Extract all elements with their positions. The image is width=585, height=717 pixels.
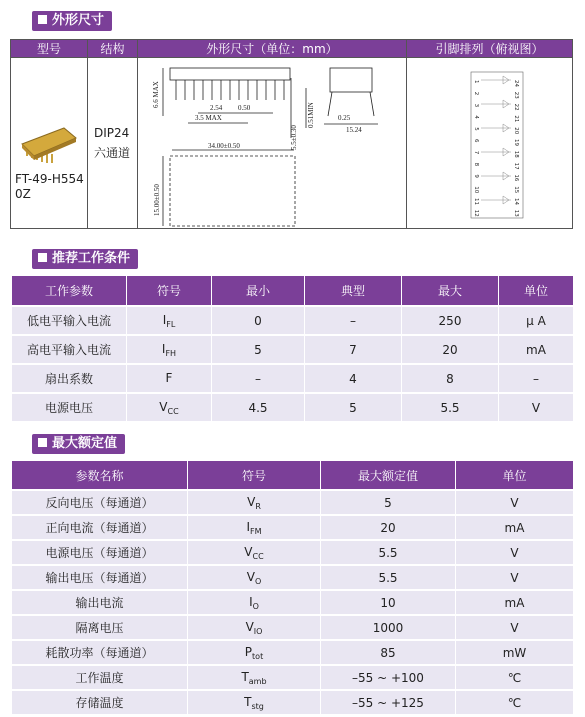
col-header: 典型 — [305, 276, 402, 306]
recommended-conditions-table — [11, 276, 573, 421]
col-header: 符号 — [188, 461, 321, 490]
dim-label-length: 34.00±0.50 — [208, 142, 240, 150]
value-cell: 5.5 — [321, 565, 456, 590]
table-row — [12, 393, 574, 421]
param-cell: 输出电压（每通道） — [12, 565, 188, 590]
typ-cell: 7 — [305, 335, 402, 364]
param-cell: 电源电压（每通道） — [12, 540, 188, 565]
structure-channels: 六通道 — [94, 146, 131, 160]
pin-number-label: 23 — [513, 91, 519, 99]
col-header: 最大 — [402, 276, 499, 306]
dim-label-height: 6.6 MAX — [152, 81, 160, 108]
param-cell: 输出电流 — [12, 590, 188, 615]
dim-label-row-spacing: 15.24 — [346, 126, 362, 134]
param-cell: 反向电压（每通道） — [12, 490, 188, 515]
param-cell: 存储温度 — [12, 690, 188, 714]
symbol-cell: $V_O$ — [188, 565, 321, 590]
value-cell: –55 ~ +100 — [321, 665, 456, 690]
table-row — [12, 515, 574, 540]
col-header-model: 型号 — [11, 40, 88, 58]
max-cell: 8 — [402, 364, 499, 393]
value-cell: 20 — [321, 515, 456, 540]
col-header-structure: 结构 — [88, 40, 138, 58]
col-header-pinout: 引脚排列（俯视图） — [407, 40, 573, 58]
param-cell: 隔离电压 — [12, 615, 188, 640]
pin-number-label: 16 — [513, 174, 519, 182]
pin-number-label: 11 — [473, 198, 479, 205]
section-title: 推荐工作条件 — [52, 251, 131, 266]
value-cell: 5.5 — [321, 540, 456, 565]
typ-cell: 4 — [305, 364, 402, 393]
table-row — [12, 364, 574, 393]
dimension-drawing — [138, 58, 404, 228]
col-header: 参数名称 — [12, 461, 188, 490]
value-cell: 5 — [321, 490, 456, 515]
pin-number-label: 19 — [513, 139, 519, 146]
table-row — [12, 665, 574, 690]
unit-cell: V — [456, 540, 574, 565]
section-header-dimensions — [32, 11, 112, 31]
dim-label-width: 15.00±0.50 — [153, 184, 161, 216]
unit-cell: mA — [456, 590, 574, 615]
pin-number-label: 18 — [513, 150, 519, 158]
value-cell: 85 — [321, 640, 456, 665]
symbol-cell: $I_{FM}$ — [188, 515, 321, 540]
unit-cell: ℃ — [456, 690, 574, 714]
pin-number-label: 15 — [513, 186, 519, 194]
max-cell: 250 — [402, 306, 499, 335]
chip-photo — [20, 124, 78, 164]
min-cell: 5 — [212, 335, 305, 364]
pin-number-label: 9 — [473, 174, 479, 178]
section-title: 外形尺寸 — [52, 13, 105, 28]
dimension-table — [10, 39, 573, 229]
symbol-cell: $T_{stg}$ — [188, 690, 321, 714]
param-cell: 正向电流（每通道） — [12, 515, 188, 540]
pin-number-label: 5 — [473, 127, 479, 131]
col-header: 单位 — [499, 276, 574, 306]
pin-number-label: 2 — [473, 91, 479, 96]
pin-number-label: 10 — [473, 186, 479, 194]
symbol-cell: $I_{FH}$ — [127, 335, 212, 364]
unit-cell: – — [499, 364, 574, 393]
unit-cell: mA — [499, 335, 574, 364]
value-cell: 1000 — [321, 615, 456, 640]
param-cell: 电源电压 — [12, 393, 127, 421]
structure-package: DIP24 — [94, 126, 130, 140]
col-header: 工作参数 — [12, 276, 127, 306]
pin-number-label: 3 — [473, 103, 479, 108]
pin-number-label: 20 — [513, 127, 519, 135]
table-row — [12, 640, 574, 665]
pin-number-label: 6 — [473, 139, 479, 143]
table-row — [12, 335, 574, 364]
table-row — [12, 615, 574, 640]
dim-label-lead: 5.5±0.30 — [290, 125, 298, 150]
pinout-cell — [407, 58, 573, 229]
unit-cell: V — [456, 490, 574, 515]
param-cell: 高电平输入电流 — [12, 335, 127, 364]
symbol-cell: $I_O$ — [188, 590, 321, 615]
pinout-diagram — [407, 58, 575, 228]
dim-label-pitch: 2.54 — [210, 104, 223, 112]
unit-cell: mA — [456, 515, 574, 540]
max-cell: 5.5 — [402, 393, 499, 421]
unit-cell: V — [456, 565, 574, 590]
pin-number-label: 4 — [473, 115, 479, 119]
max-cell: 20 — [402, 335, 499, 364]
unit-cell: V — [456, 615, 574, 640]
symbol-cell: $P_{tot}$ — [188, 640, 321, 665]
dim-label-standoff: 0.51MIN — [307, 102, 315, 128]
min-cell: 0 — [212, 306, 305, 335]
symbol-cell: $V_{CC}$ — [188, 540, 321, 565]
section-title: 最大额定值 — [52, 436, 118, 451]
table-row — [12, 565, 574, 590]
dim-label-seat: 3.5 MAX — [195, 114, 222, 122]
pin-number-label: 14 — [513, 198, 519, 205]
param-cell: 低电平输入电流 — [12, 306, 127, 335]
square-icon — [38, 253, 47, 262]
col-header: 最小 — [212, 276, 305, 306]
max-ratings-table — [11, 461, 573, 714]
value-cell: 10 — [321, 590, 456, 615]
square-icon — [38, 15, 47, 24]
pin-number-label: 8 — [473, 162, 479, 167]
model-cell — [11, 58, 88, 229]
unit-cell: ℃ — [456, 665, 574, 690]
col-header: 符号 — [127, 276, 212, 306]
dim-label-pin-width: 0.50 — [238, 104, 251, 112]
unit-cell: V — [499, 393, 574, 421]
value-cell: –55 ~ +125 — [321, 690, 456, 714]
table-row — [12, 590, 574, 615]
symbol-cell: $T_{amb}$ — [188, 665, 321, 690]
typ-cell: – — [305, 306, 402, 335]
table-row — [12, 490, 574, 515]
table-row — [12, 540, 574, 565]
symbol-cell: F — [127, 364, 212, 393]
symbol-cell: $V_{IO}$ — [188, 615, 321, 640]
dim-label-thickness: 0.25 — [338, 114, 351, 122]
pin-number-label: 13 — [513, 209, 519, 217]
table-row — [12, 690, 574, 714]
param-cell: 扇出系数 — [12, 364, 127, 393]
unit-cell: μ A — [499, 306, 574, 335]
pin-number-label: 24 — [513, 80, 519, 87]
param-cell: 耗散功率（每通道） — [12, 640, 188, 665]
structure-cell — [88, 58, 138, 229]
min-cell: 4.5 — [212, 393, 305, 421]
symbol-cell: $V_{CC}$ — [127, 393, 212, 421]
pin-number-label: 1 — [473, 80, 479, 84]
min-cell: – — [212, 364, 305, 393]
col-header-dimensions: 外形尺寸（单位：mm） — [138, 40, 407, 58]
typ-cell: 5 — [305, 393, 402, 421]
dimension-drawing-cell — [138, 58, 407, 229]
table-row — [12, 306, 574, 335]
pin-number-label: 12 — [473, 209, 479, 217]
col-header: 单位 — [456, 461, 574, 490]
model-name: FT-49-H554 0Z — [15, 172, 84, 201]
square-icon — [38, 438, 47, 447]
symbol-cell: $I_{FL}$ — [127, 306, 212, 335]
col-header: 最大额定值 — [321, 461, 456, 490]
unit-cell: mW — [456, 640, 574, 665]
section-header-recommended — [32, 249, 138, 269]
pin-number-label: 21 — [513, 115, 519, 123]
param-cell: 工作温度 — [12, 665, 188, 690]
pin-number-label: 17 — [513, 162, 519, 170]
symbol-cell: $V_R$ — [188, 490, 321, 515]
pin-number-label: 22 — [513, 103, 519, 111]
pin-number-label: 7 — [473, 150, 479, 155]
section-header-max-ratings — [32, 434, 125, 454]
